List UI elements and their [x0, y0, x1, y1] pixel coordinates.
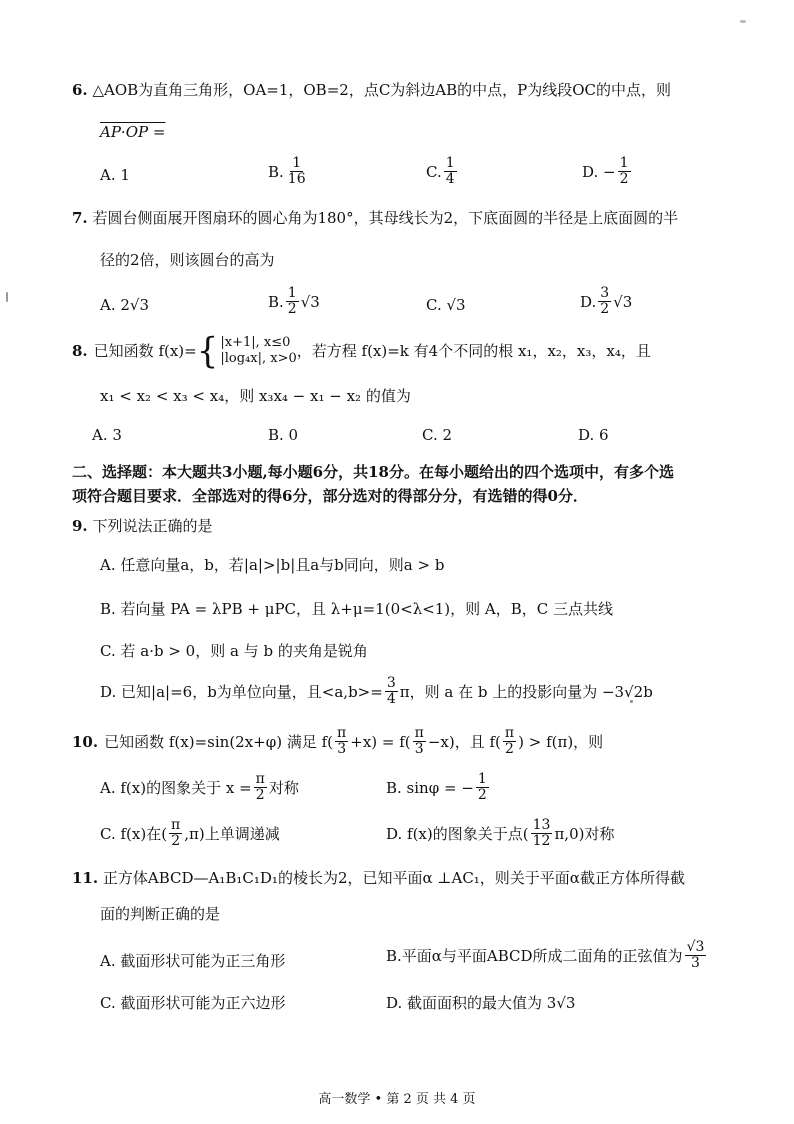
- q11-stem-line: [72, 868, 685, 888]
- q10-option-d-fraction: $\frac{13}{12}$: [532, 817, 551, 849]
- q7-stem: 若圆台侧面展开图扇环的圆心角为180°，其母线长为2，下底面圆的半径是上底面圆的半: [92, 209, 679, 227]
- q7-option-b-fraction: $\frac{1}{2}$: [287, 285, 297, 317]
- q10-frac-1: $\frac{\pi}{3}$: [337, 725, 347, 757]
- q10-option-d-post: π,0)对称: [554, 824, 615, 843]
- q9-option-c: C. 若 a·b > 0，则 a 与 b 的夹角是锐角: [100, 642, 368, 660]
- q6-stem-line: [72, 80, 671, 100]
- q11-option-b-fraction: $\frac{√3}{3}$: [686, 939, 705, 971]
- q6-number: 6.: [72, 81, 88, 99]
- q11-option-d: D. 截面面积的最大值为 3√3: [386, 994, 576, 1012]
- q7-option-d: [580, 286, 632, 317]
- q11-stem-2: 面的判断正确的是: [100, 905, 221, 923]
- q10-option-c-fraction: $\frac{\pi}{2}$: [171, 817, 181, 849]
- q8-stem-2: x₁ < x₂ < x₃ < x₄，则 x₃x₄ − x₁ − x₂ 的值为: [100, 387, 411, 405]
- q8-option-c: C. 2: [422, 426, 453, 444]
- q9-option-d-pre: D. 已知|a|=6，b为单位向量，且<a,b>=: [100, 682, 383, 701]
- section-2-line-1: 二、选择题：本大题共3小题,每小题6分，共18分。在每小题给出的四个选项中，有多个选: [72, 463, 674, 481]
- q8-stem-line: [72, 330, 651, 372]
- q10-frac-2: $\frac{\pi}{3}$: [414, 725, 424, 757]
- q11-option-b: [386, 940, 708, 971]
- q10-option-b: [386, 772, 491, 803]
- q8-piecewise: [196, 330, 297, 372]
- q10-number: 10.: [72, 732, 99, 751]
- q6-option-a: A. 1: [100, 166, 130, 184]
- q8-option-d: D. 6: [578, 426, 609, 444]
- q9-stem: 下列说法正确的是: [92, 517, 213, 535]
- q6-expression: [100, 122, 165, 142]
- q6-option-b-fraction: $\frac{1}{16}$: [287, 155, 306, 187]
- q11-number: 11.: [72, 869, 99, 887]
- q10-stem-line: [72, 726, 603, 757]
- q10-option-a-pre: A. f(x)的图象关于 x =: [100, 778, 252, 797]
- q9-option-b: B. 若向量 PA = λPB + μPC，且 λ+μ=1(0<λ<1)，则 A，B，C 三点共线: [100, 600, 614, 618]
- q10-option-a-fraction: $\frac{\pi}{2}$: [255, 771, 265, 803]
- q10-stem-mid-2: −x)，且 f(: [427, 732, 501, 751]
- q10-stem-pre: 已知函数 f(x)=sin(2x+φ) 满足 f(: [104, 732, 334, 751]
- q7-stem-2: 径的2倍，则该圆台的高为: [100, 251, 275, 269]
- q7-number: 7.: [72, 209, 88, 227]
- q6-option-c: [426, 156, 459, 187]
- q8-option-a: A. 3: [92, 426, 122, 444]
- q10-option-a: [100, 772, 299, 803]
- q9-option-d-fraction: $\frac{3}{4}$: [386, 675, 396, 707]
- q8-case-1: |x+1|, x≤0: [220, 335, 291, 350]
- q7-option-a: A. 2√3: [100, 296, 150, 314]
- scan-speck: [6, 292, 8, 302]
- q7-option-c: C. √3: [426, 296, 466, 314]
- q8-brace: {: [196, 330, 219, 372]
- q7-option-d-label: D.: [580, 292, 597, 311]
- q6-option-c-fraction: $\frac{1}{4}$: [445, 155, 455, 187]
- q10-option-d-pre: D. f(x)的图象关于点(: [386, 824, 529, 843]
- q8-option-b: B. 0: [268, 426, 299, 444]
- q9-option-d: [100, 676, 653, 707]
- q11-stem: 正方体ABCD—A₁B₁C₁D₁的棱长为2，已知平面α ⊥AC₁，则关于平面α截正方体所得截: [102, 869, 685, 887]
- q7-stem-line: [72, 208, 678, 228]
- q6-option-d-fraction: $\frac{1}{2}$: [619, 155, 629, 187]
- q9-stem-line: [72, 516, 212, 536]
- q6-expr: AP·OP =: [100, 123, 166, 141]
- q6-option-c-label: C.: [426, 162, 442, 181]
- q10-option-a-post: 对称: [268, 778, 299, 797]
- q8-number: 8.: [72, 342, 88, 360]
- scan-speck: [630, 700, 633, 703]
- q6-option-b-label: B.: [268, 162, 284, 181]
- q10-option-b-fraction: $\frac{1}{2}$: [477, 771, 487, 803]
- q6-stem: △AOB为直角三角形，OA=1，OB=2，点C为斜边AB的中点，P为线段OC的中点，则: [92, 81, 672, 99]
- q7-option-d-tail: √3: [613, 292, 633, 311]
- q10-option-d: [386, 818, 614, 849]
- q9-option-a: A. 任意向量a，b，若|a|>|b|且a与b同向，则a > b: [100, 556, 445, 574]
- q6-option-b: [268, 156, 310, 187]
- q10-stem-post: ) > f(π)，则: [518, 732, 604, 751]
- q10-option-b-pre: B. sinφ = −: [386, 778, 474, 797]
- q9-option-d-post: π，则 a 在 b 上的投影向量为 −3√2b: [399, 682, 653, 701]
- q7-option-d-fraction: $\frac{3}{2}$: [600, 285, 610, 317]
- q10-option-c-post: ,π)上单调递减: [184, 824, 280, 843]
- q10-option-c: [100, 818, 280, 849]
- q8-stem-pre: 已知函数 f(x)=: [93, 342, 197, 360]
- q7-option-b: [268, 286, 320, 317]
- q7-option-b-label: B.: [268, 292, 284, 311]
- scan-speck: [740, 20, 746, 23]
- q11-option-a: A. 截面形状可能为正三角形: [100, 952, 286, 970]
- q6-option-d-label: D. −: [582, 162, 616, 181]
- q11-option-b-pre: B.平面α与平面ABCD所成二面角的正弦值为: [386, 946, 683, 965]
- q10-option-c-pre: C. f(x)在(: [100, 824, 168, 843]
- q9-number: 9.: [72, 517, 88, 535]
- q10-stem-mid-1: +x) = f(: [350, 732, 411, 751]
- q8-case-2: |log₄x|, x>0: [220, 351, 297, 366]
- q7-option-b-tail: √3: [300, 292, 320, 311]
- q10-frac-3: $\frac{\pi}{2}$: [504, 725, 515, 757]
- q11-option-c: C. 截面形状可能为正六边形: [100, 994, 286, 1012]
- q6-option-d: [582, 156, 633, 187]
- page-footer: 高一数学 • 第 2 页 共 4 页: [318, 1092, 476, 1107]
- q8-stem-post: ，若方程 f(x)=k 有4个不同的根 x₁，x₂，x₃，x₄，且: [296, 342, 651, 360]
- section-2-line-2: 项符合题目要求．全部选对的得6分，部分选对的得部分分，有选错的得0分．: [72, 487, 588, 505]
